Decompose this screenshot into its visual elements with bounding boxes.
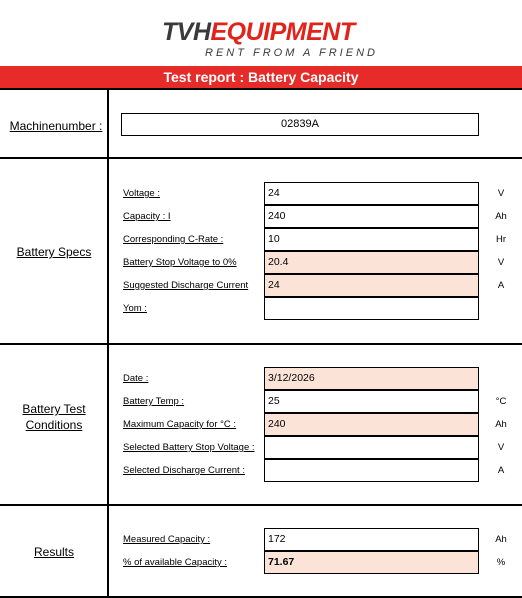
measured-capacity-unit: Ah [495,534,507,545]
max-capacity-label: Maximum Capacity for °C : [123,419,237,430]
yom-label: Yom : [123,303,147,314]
test-conditions-label [0,401,108,433]
max-capacity-unit: Ah [495,419,507,430]
battery-temp-label: Battery Temp : [123,396,185,407]
divider [0,88,522,90]
measured-capacity-label: Measured Capacity : [123,534,211,545]
voltage-label: Voltage : [123,188,160,199]
divider [0,343,522,345]
divider [0,504,522,506]
voltage-unit: V [497,188,505,199]
divider [0,157,522,159]
battery-temp-unit: °C [495,396,507,407]
voltage-field[interactable]: 24 [264,182,479,205]
discharge-current-field[interactable]: 24 [264,274,479,297]
measured-capacity-field[interactable]: 172 [264,528,479,551]
stop-voltage-field[interactable]: 20.4 [264,251,479,274]
max-capacity-field[interactable]: 240 [264,413,479,436]
results-label: Results [33,545,74,559]
test-conditions-label-line1: Battery Test [22,402,86,416]
stop-voltage-unit: V [497,257,505,268]
c-rate-field[interactable]: 10 [264,228,479,251]
logo-brand-tvh: TVH [162,18,211,46]
selected-stop-voltage-label: Selected Battery Stop Voltage : [123,442,255,453]
date-label: Date : [123,373,149,384]
logo-wordmark [162,20,355,45]
page-title: Test report : Battery Capacity [163,69,359,85]
machinenumber-field[interactable]: 02839A [121,113,479,136]
yom-field[interactable] [264,297,479,320]
date-field[interactable]: 3/12/2026 [264,367,479,390]
selected-discharge-current-label: Selected Discharge Current : [123,465,245,476]
available-capacity-unit: % [496,557,506,568]
selected-discharge-current-unit: A [497,465,505,476]
discharge-current-label: Suggested Discharge Current [123,280,249,291]
stop-voltage-label: Battery Stop Voltage to 0% [123,257,237,268]
column-divider [107,89,109,597]
selected-stop-voltage-unit: V [497,442,505,453]
battery-specs-label: Battery Specs [16,245,92,259]
c-rate-label: Corresponding C-Rate : [123,234,224,245]
test-conditions-label-line2: Conditions [25,418,83,432]
machinenumber-label: Machinenumber : [9,119,103,133]
battery-temp-field[interactable]: 25 [264,390,479,413]
available-capacity-field[interactable]: 71.67 [264,551,479,574]
capacity-unit: Ah [495,211,507,222]
selected-discharge-current-field[interactable] [264,459,479,482]
capacity-field[interactable]: 240 [264,205,479,228]
selected-stop-voltage-field[interactable] [264,436,479,459]
available-capacity-label: % of available Capacity : [123,557,228,568]
capacity-label: Capacity : I [123,211,171,222]
logo-brand-equipment: EQUIPMENT [210,18,355,46]
discharge-current-unit: A [497,280,505,291]
logo-tagline: RENT FROM A FRIEND [205,47,378,59]
c-rate-unit: Hr [495,234,507,245]
